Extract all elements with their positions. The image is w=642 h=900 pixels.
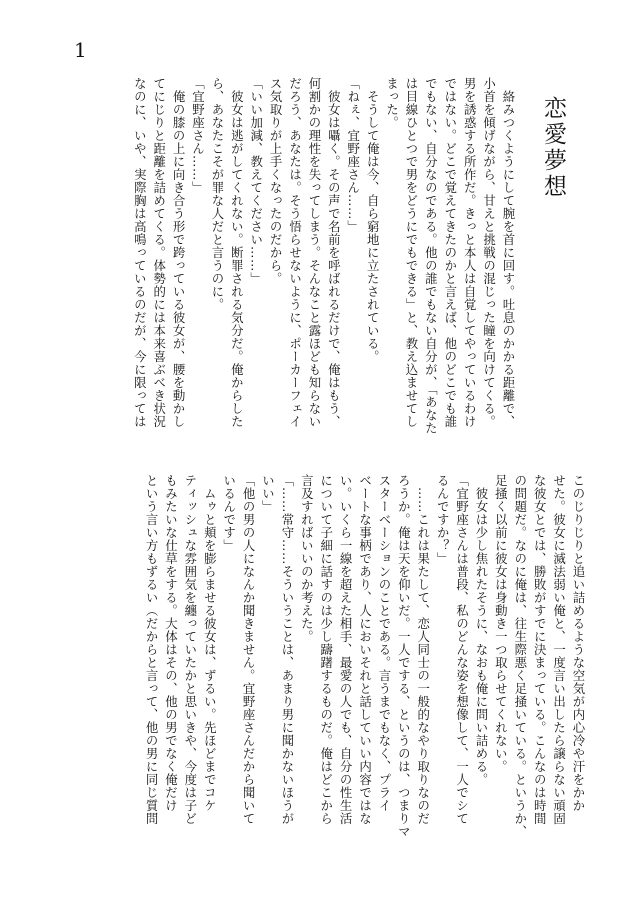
text-line: 足掻く以前に彼女は身動き一つ取らせてくれない。 [493, 474, 509, 773]
text-line: ……これは果たして、恋人同士の一般的なやり取りなのだ [415, 474, 431, 825]
text-line: そうして俺は今、自ら窮地に立たされている。 [365, 77, 381, 363]
text-line: の問題だ。なのに俺は、往生際悪く足掻いている。というか、 [512, 474, 528, 838]
text-line: てにじりと距離を詰めてくる。体勢的には本来喜ぶべき状況 [151, 77, 167, 428]
text-line: 「ねぇ、宜野座さん……」 [345, 77, 361, 233]
text-line: 「宜野座さんは普段、私のどんな姿を想像して、一人でシて [454, 474, 470, 825]
text-line: 「他の男の人になんか聞きません。宜野座さんだから聞いて [241, 474, 257, 825]
text-line: だろう、あなたは。そう悟らせないように、ポーカーフェイ [287, 77, 303, 428]
text-line: いるんです」 [221, 474, 237, 552]
text-line: 「……常守……そういうことは、あまり男に聞かないほうが [279, 474, 295, 825]
text-line: ろうか。俺は天を仰いだ。一人でする、というのは、つまりマ [396, 474, 412, 838]
text-line: 彼女は逃がしてくれない。断罪される気分だ。俺からした [229, 77, 245, 428]
text-line: まった。 [384, 77, 400, 129]
text-line: 彼女は囁く。その声で名前を呼ばれるだけで、俺はもう、 [326, 77, 342, 428]
text-line: もみたいな仕草をする。大体はその、他の男でなく俺だけ [163, 474, 179, 812]
text-line: 小首を傾げながら、甘えと挑戦の混じった瞳を向けてくる。 [481, 77, 497, 428]
text-line: な彼女とでは、勝敗がすでに決まっている。こんなのは時間 [532, 474, 548, 825]
text-line: 絡みつくようにして腕を首に回す。吐息のかかる距離で、 [501, 77, 516, 428]
text-line: 何割かの理性を失ってしまう。そんなこと露ほども知らない [306, 77, 322, 428]
page-number: 1 [74, 38, 87, 62]
text-line: ら、あなたこそが罪な人だと言うのに。 [209, 77, 225, 311]
text-line: い。いくら一線を超えた相手、最愛の人でも、自分の性生活 [338, 474, 354, 825]
text-line: 「いい加減、教えてください……」 [248, 77, 264, 285]
text-line: スターベーションのことである。言うまでもなく、プライ [376, 474, 392, 812]
text-line: ス気取りが上手くなったのだから。 [268, 77, 284, 285]
text-line: 「宜野座さん……」 [190, 77, 206, 194]
text-line: 俺の膝の上に向き合う形で跨っている彼女が、腰を動かし [171, 77, 187, 428]
text-line: ではない。どこで覚えてきたのかと言えば、他のどこでも誰 [442, 77, 458, 428]
text-column-bottom [76, 474, 588, 850]
text-line: せた。彼女に滅法弱い俺と、一度言い出したら譲らない頑固 [551, 474, 567, 825]
text-line: 男を誘惑する所作だ。きっと本人は自覚してやっているわけ [462, 77, 478, 428]
text-line: 言及すればいいのか考えた。 [299, 474, 315, 643]
text-line: でもない、自分なのである。他の誰でもない自分が、「あなた [423, 77, 439, 435]
text-line: ティッシュな雰囲気を纏っていたかと思いきや、今度は子ど [182, 474, 198, 825]
text-line: について子細に話すのは少し躊躇するものだ。俺はどこから [318, 474, 334, 825]
text-line: このじりじりと追い詰めるような空気が内心冷や汗をかか [571, 474, 586, 812]
text-line: という言い方もずるい（だからと言って、他の男に同じ質問 [144, 474, 160, 825]
text-column-top [76, 77, 518, 453]
text-line: ムゥと頬を膨らませる彼女は、ずるい。先ほどまでコケ [202, 474, 218, 812]
text-line: ベートな事柄であり、人においそれと話していい内容ではな [357, 474, 373, 825]
text-line: いい」 [260, 474, 276, 513]
text-line: なのに、いや、実際胸は高鳴っているのだが、今に限っては [132, 77, 148, 428]
text-line: は目線ひとつで男をどうにでもできる」と、教え込ませてし [403, 77, 419, 428]
text-line: るんですか？」 [435, 474, 451, 565]
chapter-title: 恋愛夢想 [540, 96, 566, 200]
text-line: 彼女は少し焦れたそうに、なおも俺に問い詰める。 [473, 474, 489, 786]
